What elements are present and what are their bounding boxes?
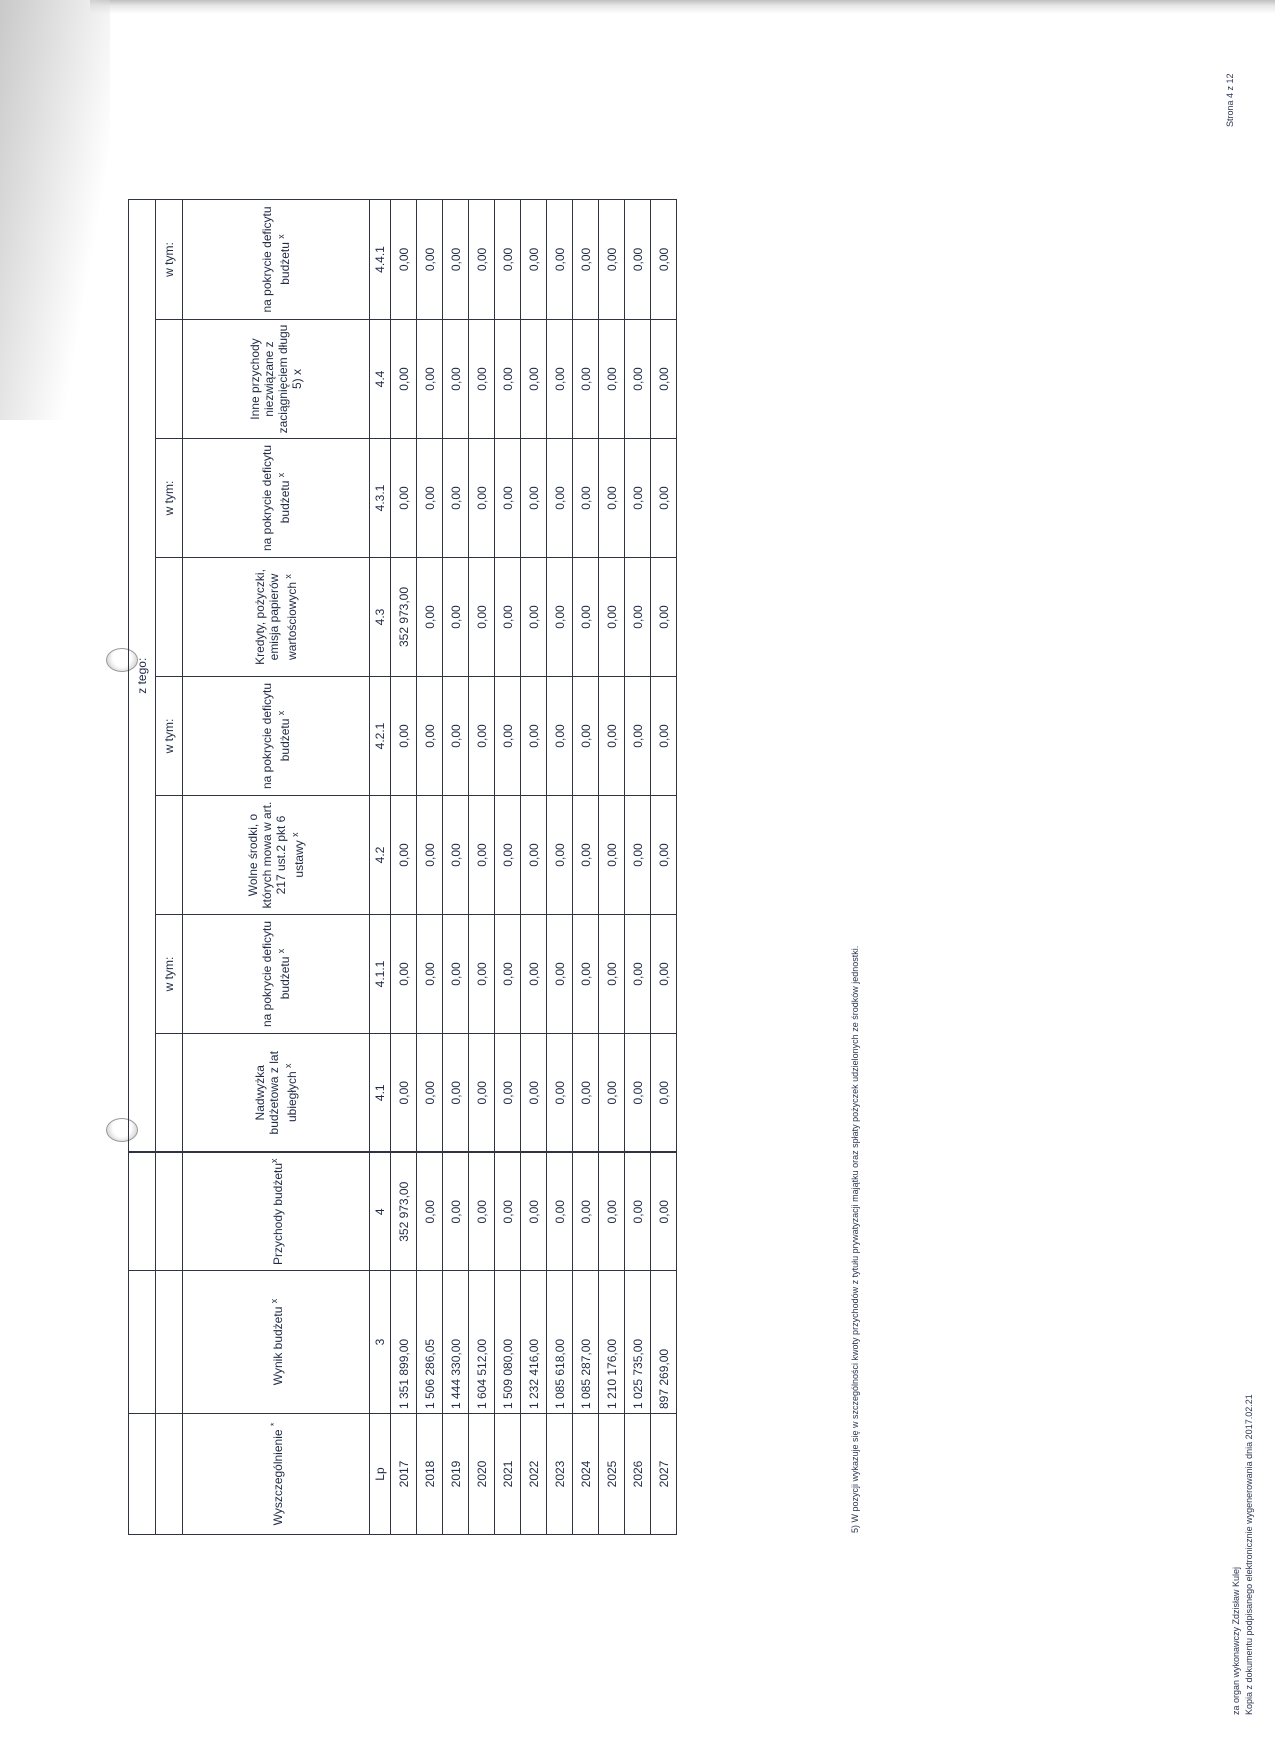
value-cell: 0,00	[443, 199, 469, 319]
column-number: 4.4.1	[370, 199, 391, 319]
header-w-tym: w tym:	[156, 439, 183, 558]
value-cell: 0,00	[521, 796, 547, 915]
value-cell: 0,00	[573, 320, 599, 439]
value-cell: 0,00	[547, 558, 573, 677]
header-blank	[156, 558, 183, 677]
value-cell: 0,00	[599, 1153, 625, 1271]
header-z-tego: z tego:	[129, 199, 156, 1152]
value-cell: 1 232 416,00	[521, 1271, 547, 1414]
value-cell: 0,00	[391, 199, 417, 319]
year-cell: 2020	[469, 1414, 495, 1535]
table-row	[443, 199, 469, 1534]
value-cell: 0,00	[469, 320, 495, 439]
table-row	[417, 199, 443, 1534]
year-cell: 2021	[495, 1414, 521, 1535]
value-cell: 0,00	[547, 1153, 573, 1271]
value-cell: 0,00	[625, 677, 651, 796]
value-cell: 0,00	[599, 320, 625, 439]
header-wyszczegolnienie: Wyszczególnienie *	[183, 1414, 370, 1535]
value-cell: 0,00	[521, 558, 547, 677]
value-cell: 0,00	[495, 439, 521, 558]
value-cell: 0,00	[599, 915, 625, 1034]
value-cell: 0,00	[599, 677, 625, 796]
value-cell: 0,00	[495, 199, 521, 319]
header-przychody-budzetu: Przychody budżetu$^x$	[183, 1153, 370, 1271]
column-number: 4.4	[370, 320, 391, 439]
value-cell: 0,00	[495, 915, 521, 1034]
value-cell: 0,00	[495, 320, 521, 439]
value-cell: 0,00	[547, 439, 573, 558]
table-row	[651, 199, 677, 1534]
value-cell: 0,00	[599, 199, 625, 319]
header-blank	[156, 320, 183, 439]
value-cell: 0,00	[469, 439, 495, 558]
value-cell: 0,00	[469, 558, 495, 677]
value-cell: 0,00	[469, 1153, 495, 1271]
header-w-tym: w tym:	[156, 677, 183, 796]
year-cell: 2022	[521, 1414, 547, 1535]
value-cell: 0,00	[495, 796, 521, 915]
value-cell: 1 604 512,00	[469, 1271, 495, 1414]
value-cell: 0,00	[573, 1153, 599, 1271]
year-cell: 2023	[547, 1414, 573, 1535]
value-cell: 1 085 287,00	[573, 1271, 599, 1414]
value-cell: 0,00	[625, 1034, 651, 1153]
value-cell: 0,00	[573, 915, 599, 1034]
value-cell: 0,00	[391, 320, 417, 439]
header-nadwyzka-deficyt: na pokrycie deficytu budżetu $^x$	[183, 915, 370, 1034]
header-blank	[156, 1414, 183, 1535]
header-inne-przychody: Inne przychody niezwiązane z zaciągnięciem długu 5) x	[183, 320, 370, 439]
value-cell: 1 444 330,00	[443, 1271, 469, 1414]
header-inne-przychody-deficyt: na pokrycie deficytu budżetu $^x$	[183, 199, 370, 319]
value-cell: 0,00	[391, 439, 417, 558]
value-cell: 352 973,00	[391, 558, 417, 677]
value-cell: 0,00	[573, 558, 599, 677]
value-cell: 0,00	[625, 199, 651, 319]
value-cell: 0,00	[521, 320, 547, 439]
table-body	[391, 199, 677, 1534]
value-cell: 0,00	[651, 1034, 677, 1153]
table-row	[495, 199, 521, 1534]
value-cell: 0,00	[599, 439, 625, 558]
value-cell: 0,00	[417, 558, 443, 677]
header-kredyty: Kredyty, pożyczki, emisja papierów wartościowych $^x$	[183, 558, 370, 677]
header-blank	[129, 1153, 156, 1271]
value-cell: 0,00	[495, 677, 521, 796]
value-cell: 0,00	[391, 915, 417, 1034]
value-cell: 0,00	[495, 558, 521, 677]
value-cell: 0,00	[391, 796, 417, 915]
value-cell: 1 025 735,00	[625, 1271, 651, 1414]
header-blank	[156, 1271, 183, 1414]
table-row	[599, 199, 625, 1534]
header-blank	[156, 1153, 183, 1271]
table-row	[625, 199, 651, 1534]
header-w-tym: w tym:	[156, 915, 183, 1034]
page-number: Strona 4 z 12	[1225, 73, 1235, 127]
value-cell: 0,00	[547, 796, 573, 915]
value-cell: 0,00	[651, 558, 677, 677]
value-cell: 1 210 176,00	[599, 1271, 625, 1414]
value-cell: 0,00	[573, 199, 599, 319]
value-cell: 0,00	[547, 915, 573, 1034]
table-row	[391, 199, 417, 1534]
value-cell: 0,00	[443, 1034, 469, 1153]
column-number: 4.2	[370, 796, 391, 915]
header-blank	[129, 1414, 156, 1535]
value-cell: 0,00	[599, 796, 625, 915]
value-cell: 0,00	[417, 1034, 443, 1153]
header-blank	[156, 796, 183, 915]
year-cell: 2027	[651, 1414, 677, 1535]
column-number: Lp	[370, 1414, 391, 1535]
column-number: 4.1.1	[370, 915, 391, 1034]
value-cell: 0,00	[547, 320, 573, 439]
value-cell: 0,00	[417, 796, 443, 915]
value-cell: 0,00	[651, 1153, 677, 1271]
column-number: 4.3	[370, 558, 391, 677]
value-cell: 0,00	[651, 796, 677, 915]
value-cell: 0,00	[599, 1034, 625, 1153]
value-cell: 0,00	[521, 677, 547, 796]
year-cell: 2026	[625, 1414, 651, 1535]
value-cell: 0,00	[443, 320, 469, 439]
year-cell: 2019	[443, 1414, 469, 1535]
table-row	[573, 199, 599, 1534]
value-cell: 0,00	[651, 320, 677, 439]
value-cell: 0,00	[417, 439, 443, 558]
value-cell: 0,00	[651, 439, 677, 558]
year-cell: 2017	[391, 1414, 417, 1535]
value-cell: 0,00	[547, 199, 573, 319]
header-w-tym: w tym:	[156, 199, 183, 319]
value-cell: 0,00	[469, 796, 495, 915]
value-cell: 0,00	[625, 796, 651, 915]
value-cell: 0,00	[417, 915, 443, 1034]
value-cell: 0,00	[417, 199, 443, 319]
value-cell: 0,00	[417, 677, 443, 796]
footnote: 5) W pozycji wykazuje się w szczególności kwoty przychodów z tytułu prywatyzacji majątku oraz spłaty pożyczek udzielonych ze środków jednostki.	[850, 945, 860, 1533]
value-cell: 0,00	[417, 1153, 443, 1271]
value-cell: 0,00	[625, 320, 651, 439]
value-cell: 0,00	[625, 558, 651, 677]
value-cell: 0,00	[651, 199, 677, 319]
value-cell: 0,00	[547, 677, 573, 796]
value-cell: 0,00	[625, 439, 651, 558]
value-cell: 0,00	[573, 439, 599, 558]
value-cell: 897 269,00	[651, 1271, 677, 1414]
electronic-copy-note: Kopia z dokumentu podpisanego elektronicznie wygenerowania dnia 2017.02.21	[1244, 1394, 1254, 1715]
year-cell: 2025	[599, 1414, 625, 1535]
value-cell: 0,00	[521, 1034, 547, 1153]
value-cell: 1 085 618,00	[547, 1271, 573, 1414]
value-cell: 0,00	[625, 915, 651, 1034]
value-cell: 0,00	[469, 677, 495, 796]
value-cell: 1 351 899,00	[391, 1271, 417, 1414]
table-row	[521, 199, 547, 1534]
value-cell: 0,00	[443, 439, 469, 558]
value-cell: 0,00	[443, 558, 469, 677]
value-cell: 0,00	[573, 677, 599, 796]
value-cell: 0,00	[443, 915, 469, 1034]
executive-signature-note: za organ wykonawczy Zdzisław Kulej	[1231, 1566, 1241, 1715]
value-cell: 0,00	[417, 320, 443, 439]
column-number: 4.3.1	[370, 439, 391, 558]
value-cell: 0,00	[521, 1153, 547, 1271]
table-row	[469, 199, 495, 1534]
value-cell: 0,00	[469, 199, 495, 319]
value-cell: 0,00	[651, 915, 677, 1034]
column-number: 3	[370, 1271, 391, 1414]
value-cell: 0,00	[391, 677, 417, 796]
header-kredyty-deficyt: na pokrycie deficytu budżetu $^x$	[183, 439, 370, 558]
value-cell: 0,00	[443, 796, 469, 915]
value-cell: 0,00	[443, 1153, 469, 1271]
column-number: 4.1	[370, 1034, 391, 1153]
value-cell: 0,00	[391, 1034, 417, 1153]
budget-table	[128, 199, 677, 1535]
value-cell: 0,00	[495, 1034, 521, 1153]
value-cell: 0,00	[625, 1153, 651, 1271]
value-cell: 0,00	[521, 915, 547, 1034]
value-cell: 0,00	[495, 1153, 521, 1271]
value-cell: 0,00	[599, 558, 625, 677]
value-cell: 0,00	[521, 439, 547, 558]
value-cell: 1 509 080,00	[495, 1271, 521, 1414]
header-nadwyzka: Nadwyżka budżetowa z lat ubiegłych $^x$	[183, 1034, 370, 1153]
value-cell: 0,00	[651, 677, 677, 796]
year-cell: 2018	[417, 1414, 443, 1535]
table-row	[547, 199, 573, 1534]
header-wolne-srodki-deficyt: na pokrycie deficytu budżetu $^x$	[183, 677, 370, 796]
value-cell: 0,00	[547, 1034, 573, 1153]
header-wynik-budzetu: Wynik budżetu $^x$	[183, 1271, 370, 1414]
value-cell: 0,00	[573, 796, 599, 915]
value-cell: 0,00	[469, 915, 495, 1034]
column-number: 4.2.1	[370, 677, 391, 796]
column-number-row	[370, 199, 391, 1534]
header-blank	[156, 1034, 183, 1153]
header-blank	[129, 1271, 156, 1414]
header-wolne-srodki: Wolne środki, o których mowa w art. 217 ust.2 pkt 6 ustawy $^x$	[183, 796, 370, 915]
value-cell: 0,00	[443, 677, 469, 796]
value-cell: 1 506 286,05	[417, 1271, 443, 1414]
value-cell: 0,00	[521, 199, 547, 319]
value-cell: 352 973,00	[391, 1153, 417, 1271]
year-cell: 2024	[573, 1414, 599, 1535]
column-number: 4	[370, 1153, 391, 1271]
value-cell: 0,00	[469, 1034, 495, 1153]
value-cell: 0,00	[573, 1034, 599, 1153]
